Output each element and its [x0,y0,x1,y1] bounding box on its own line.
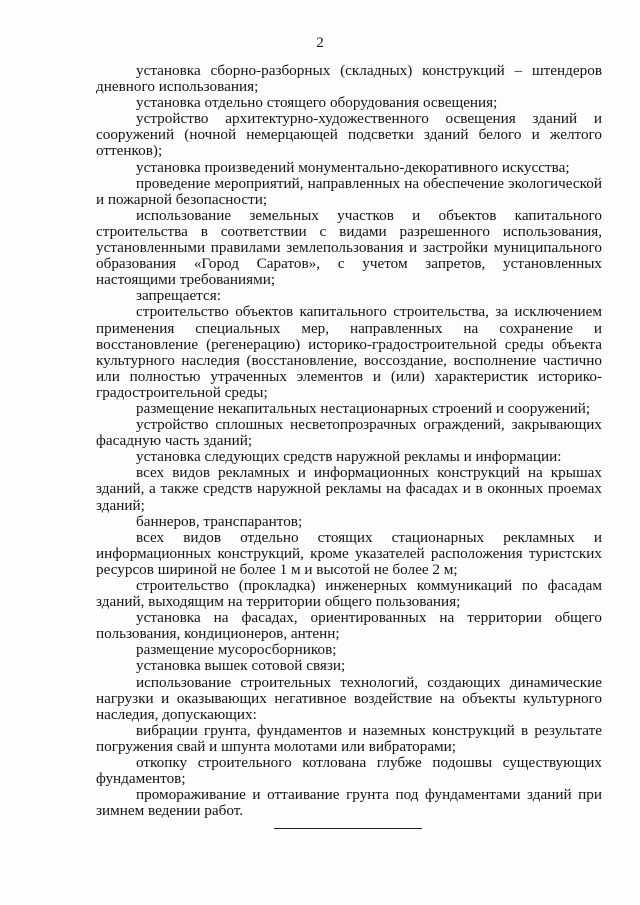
paragraph: установка отдельно стоящего оборудования освещения; [136,94,498,112]
page-number: 2 [316,35,324,51]
paragraph: баннеров, транспарантов; [136,512,303,530]
paragraph: установка произведений монументально-декоративного искусства; [136,158,570,176]
body-text [96,63,602,819]
paragraph: устройство сплошных несветопрозрачных ограждений, закрывающих фасадную часть зданий; [96,416,602,450]
paragraph: установка сборно-разборных (складных) конструкций – штендеров дневного использования; [96,62,602,96]
paragraph: размещение некапитальных нестационарных строений и сооружений; [136,399,591,417]
paragraph: размещение мусоросборников; [136,641,337,659]
paragraph: установка на фасадах, ориентированных на территории общего пользования, кондиционеров, антенн; [96,609,602,643]
paragraph: проведение мероприятий, направленных на обеспечение экологической и пожарной безопасности; [96,174,602,208]
paragraph: строительство объектов капитального строительства, за исключением применения специальных мер, направленных на сохранение и восстановление (регенерацию) историко-градостроительной среды объекта культурного наследия (восстановление, воссоздание, восполнение частично или полностью утраченных элементов и (или) характеристик историко-градостроительной среды; [96,303,602,401]
paragraph: использование земельных участков и объектов капитального строительства в соответствии с видами разрешенного использования, установленными правилами землепользования и застройки муниципального образования «Город Саратов», с учетом запретов, установленных настоящими требованиями; [96,206,602,289]
closing-rule [274,828,422,829]
paragraph: установка следующих средств наружной рекламы и информации: [136,448,562,466]
paragraph: всех видов отдельно стоящих стационарных рекламных и информационных конструкций, кроме указателей расположения туристских ресурсов шириной не более 1 м и высотой не более 2 м; [96,528,602,578]
paragraph: запрещается: [136,287,221,305]
paragraph: вибрации грунта, фундаментов и наземных конструкций в результате погружения свай и шпунта молотами или вибраторами; [96,721,602,755]
paragraph: всех видов рекламных и информационных конструкций на крышах зданий, а также средств наружной рекламы на фасадах и в оконных проемах зданий; [96,464,602,514]
paragraph: промораживание и оттаивание грунта под фундаментами зданий при зимнем ведении работ. [96,786,602,820]
paragraph: установка вышек сотовой связи; [136,657,346,675]
paragraph: откопку строительного котлована глубже подошвы существующих фундаментов; [96,754,602,788]
paragraph: использование строительных технологий, создающих динамические нагрузки и оказывающих негативное воздействие на объекты культурного наследия, допускающих: [96,673,602,723]
paragraph: устройство архитектурно-художественного освещения зданий и сооружений (ночной немерцающей подсветки зданий белого и желтого оттенков); [96,110,602,160]
paragraph: строительство (прокладка) инженерных коммуникаций по фасадам зданий, выходящим на территории общего пользования; [96,577,602,611]
